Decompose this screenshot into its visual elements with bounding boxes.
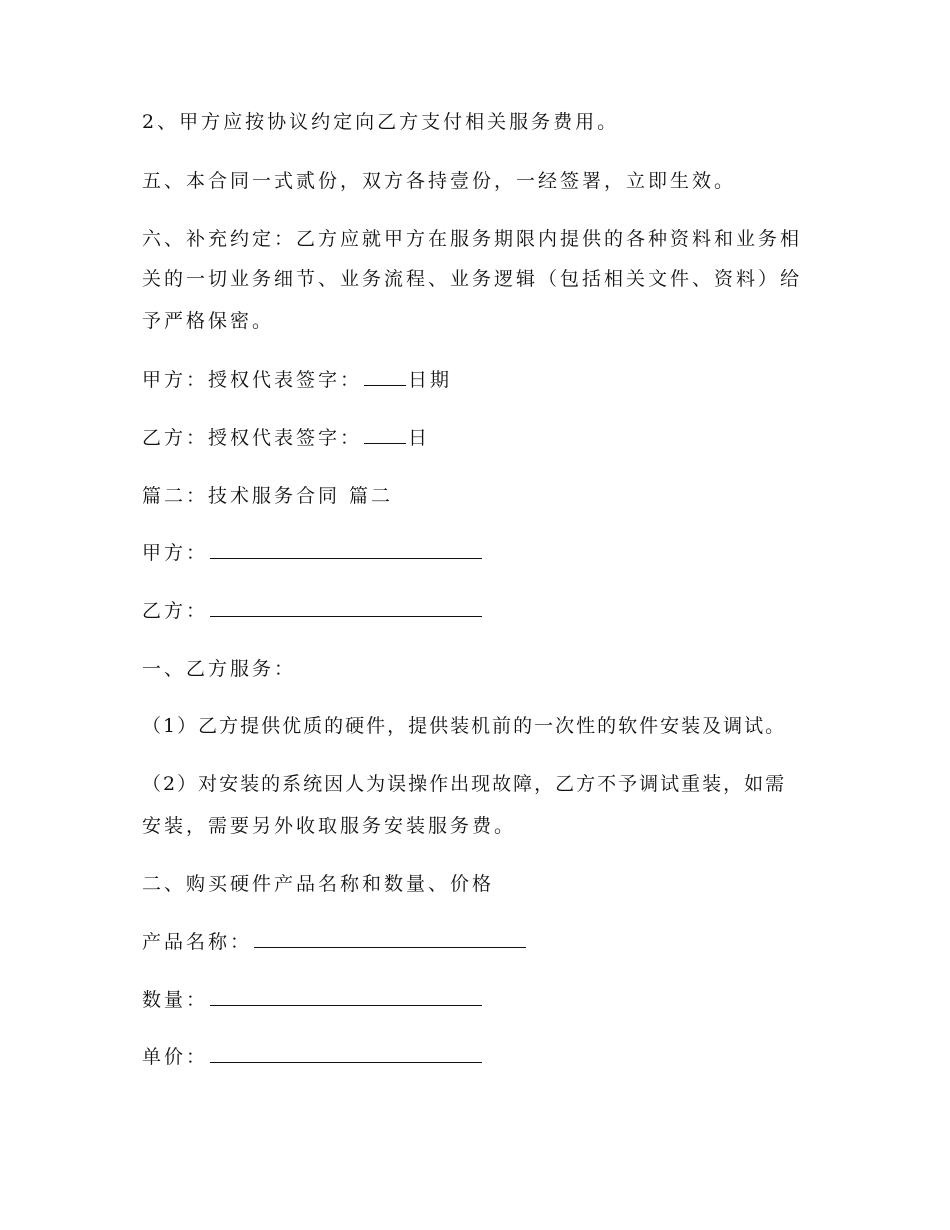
quantity-label: 数量：: [142, 989, 209, 1011]
party-b-field: [142, 599, 482, 623]
unit-price-label: 单价：: [142, 1046, 209, 1068]
party-b-blank[interactable]: [210, 600, 482, 617]
quantity-field: [142, 988, 482, 1012]
service-item-1: （1）乙方提供优质的硬件，提供装机前的一次性的软件安装及调试。: [142, 715, 787, 737]
signature-a-label: 甲方：授权代表签字：: [142, 369, 363, 391]
clause-copies: 五、本合同一式贰份，双方各持壹份，一经签署，立即生效。: [142, 170, 737, 192]
clause-payment: 2、甲方应按协议约定向乙方支付相关服务费用。: [142, 111, 620, 133]
product-name-field: [142, 930, 526, 954]
product-name-label: 产品名称：: [142, 931, 253, 953]
signature-a-blank[interactable]: [364, 369, 406, 386]
clause-supplement-line-3: 予严格保密。: [142, 310, 275, 332]
clause-supplement-line-1: 六、补充约定：乙方应就甲方在服务期限内提供的各种资料和业务相: [142, 228, 803, 250]
section-hardware-heading: 二、购买硬件产品名称和数量、价格: [142, 873, 495, 895]
quantity-blank[interactable]: [210, 989, 482, 1006]
product-name-blank[interactable]: [254, 931, 526, 948]
unit-price-field: [142, 1045, 482, 1069]
signature-b-suffix: 日: [408, 427, 431, 449]
signature-party-b: [142, 426, 430, 450]
signature-party-a: [142, 368, 452, 392]
signature-b-blank[interactable]: [364, 427, 406, 444]
signature-a-suffix: 日期: [408, 369, 453, 391]
party-a-field: [142, 541, 482, 565]
unit-price-blank[interactable]: [210, 1046, 482, 1063]
party-a-label: 甲方：: [142, 542, 209, 564]
signature-b-label: 乙方：授权代表签字：: [142, 427, 363, 449]
service-item-2-line-2: 安装，需要另外收取服务安装服务费。: [142, 815, 517, 837]
party-a-blank[interactable]: [210, 542, 482, 559]
section-service-heading: 一、乙方服务：: [142, 658, 297, 680]
service-item-2-line-1: （2）对安装的系统因人为误操作出现故障，乙方不予调试重装，如需: [142, 773, 787, 795]
party-b-label: 乙方：: [142, 600, 209, 622]
section-heading-part-two: 篇二：技术服务合同 篇二: [142, 485, 394, 507]
clause-supplement-line-2: 关的一切业务细节、业务流程、业务逻辑（包括相关文件、资料）给: [142, 268, 803, 290]
